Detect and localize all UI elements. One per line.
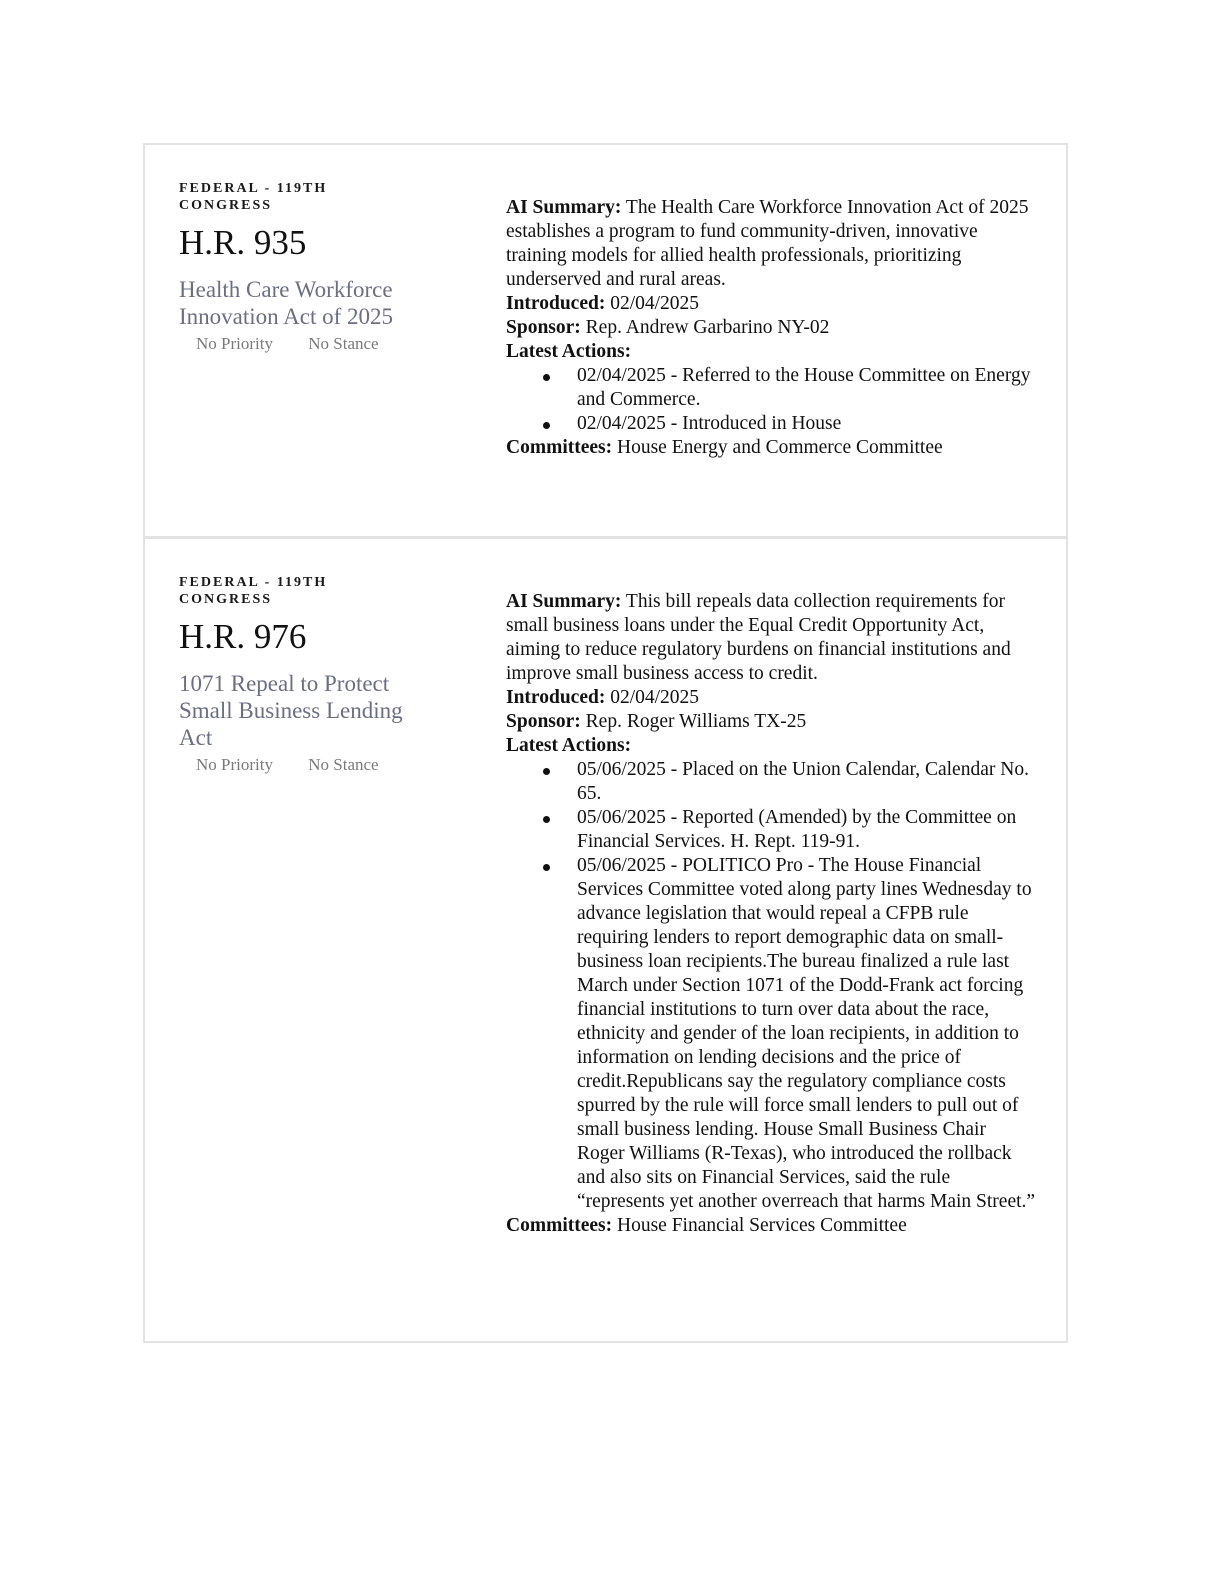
sponsor <box>506 316 1036 340</box>
introduced-value: 02/04/2025 <box>610 687 700 708</box>
bill-details <box>506 196 1036 460</box>
bill-header <box>179 180 439 354</box>
committees-label: Committees: <box>506 1215 613 1236</box>
committees <box>506 436 1036 460</box>
bill-title: Health Care Workforce Innovation Act of 2025 <box>179 277 393 329</box>
introduced-label: Introduced: <box>506 293 606 314</box>
latest-actions-list <box>506 758 1036 1214</box>
action-item: 05/06/2025 - Reported (Amended) by the Committee on Financial Services. H. Rept. 119-91. <box>577 806 1036 854</box>
bill-card <box>145 145 1066 539</box>
latest-actions-list <box>506 364 1036 436</box>
stance-badge: No Stance <box>308 334 379 353</box>
latest-actions-label: Latest Actions: <box>506 341 632 362</box>
introduced-value: 02/04/2025 <box>610 293 700 314</box>
sponsor <box>506 710 1036 734</box>
jurisdiction-label: FEDERAL - 119TH CONGRESS <box>179 181 328 213</box>
action-item: 02/04/2025 - Introduced in House <box>577 412 1036 436</box>
priority-badge: No Priority <box>196 755 273 774</box>
ai-summary-text: The Health Care Workforce Innovation Act of 2025 establishes a program to fund community-driven, innovative training models for allied health professionals, prioritizing underserved and rural areas. <box>506 197 1029 290</box>
sponsor-value: Rep. Andrew Garbarino NY-02 <box>585 317 830 338</box>
sponsor-label: Sponsor: <box>506 317 581 338</box>
bill-list <box>143 143 1068 1343</box>
priority-badge: No Priority <box>196 334 273 353</box>
jurisdiction-label: FEDERAL - 119TH CONGRESS <box>179 575 328 607</box>
bill-header <box>179 574 439 775</box>
committees-value: House Financial Services Committee <box>617 1215 907 1236</box>
introduced-date <box>506 292 1036 316</box>
sponsor-value: Rep. Roger Williams TX-25 <box>585 711 807 732</box>
bill-tags <box>179 334 439 354</box>
introduced-label: Introduced: <box>506 687 606 708</box>
ai-summary-text: This bill repeals data collection requirements for small business loans under the Equal Credit Opportunity Act, aiming to reduce regulatory burdens on financial institutions and improve small business access to credit. <box>506 591 1011 684</box>
committees-label: Committees: <box>506 437 613 458</box>
action-item: 05/06/2025 - Placed on the Union Calendar, Calendar No. 65. <box>577 758 1036 806</box>
committees <box>506 1214 1036 1238</box>
sponsor-label: Sponsor: <box>506 711 581 732</box>
bill-tags <box>179 755 439 775</box>
committees-value: House Energy and Commerce Committee <box>617 437 943 458</box>
action-item: 02/04/2025 - Referred to the House Committee on Energy and Commerce. <box>577 364 1036 412</box>
bill-number: H.R. 976 <box>179 617 307 656</box>
ai-summary <box>506 196 1036 292</box>
introduced-date <box>506 686 1036 710</box>
ai-summary-label: AI Summary: <box>506 197 622 218</box>
bill-details <box>506 590 1036 1238</box>
bill-title: 1071 Repeal to Protect Small Business Lending Act <box>179 671 403 750</box>
bill-number: H.R. 935 <box>179 223 307 262</box>
latest-actions-label: Latest Actions: <box>506 735 632 756</box>
bill-card <box>145 539 1066 1341</box>
stance-badge: No Stance <box>308 755 379 774</box>
ai-summary <box>506 590 1036 686</box>
ai-summary-label: AI Summary: <box>506 591 622 612</box>
action-item: 05/06/2025 - POLITICO Pro - The House Financial Services Committee voted along party lines Wednesday to advance legislation that would repeal a CFPB rule requiring lenders to report demographic data on small-business loan recipients.The bureau finalized a rule last March under Section 1071 of the Dodd-Frank act forcing financial institutions to turn over data about the race, ethnicity and gender of the loan recipients, in addition to information on lending decisions and the price of credit.Republicans say the regulatory compliance costs spurred by the rule will force small lenders to pull out of small business lending. House Small Business Chair Roger Williams (R-Texas), who introduced the rollback and also sits on Financial Services, said the rule “represents yet another overreach that harms Main Street.” <box>577 855 1036 1212</box>
